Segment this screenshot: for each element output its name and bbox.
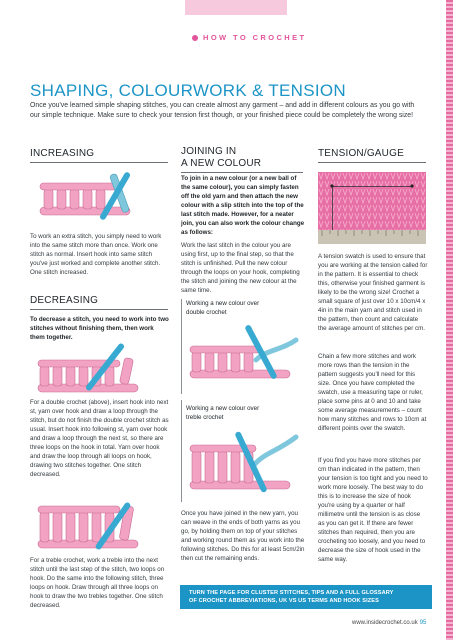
decreasing-tr-illustration	[30, 498, 170, 556]
dc-box-caption: Working a new colour over double crochet	[186, 300, 260, 316]
joining-end: Once you have joined in the new yarn, you can weave in the ends of both yarns as you go, by holding them on top of your stitches and working round them as you work into the following stitches. Do this for at least 5cm/2in then cut the remaining ends.	[181, 510, 305, 562]
tension-p3: If you find you have more stitches per cm than indicated in the pattern, then your tension is too tight and you need to work more loosely. The best way to do this is to increase the size of hook you're using by a quarter or half millimetre until the tension is as close as you can get it. If there are fewer stitches than required, then you are crocheting too loosely, and you need to decrease the size of hook used in the same way.	[318, 457, 428, 563]
increasing-illustration	[30, 167, 170, 227]
colour-dc-illustration	[186, 320, 304, 392]
tension-swatch-illustration	[318, 172, 426, 244]
decreasing-heading: DECREASING	[30, 295, 99, 306]
yarn-ball-icon	[192, 35, 198, 41]
decreasing-lead: To decrease a stitch, you need to work into two stitches without finishing them, then work them together.	[30, 316, 169, 341]
tension-heading: TENSION/GAUGE	[318, 148, 404, 159]
increasing-heading: INCREASING	[30, 148, 95, 159]
page-title: SHAPING, COLOURWORK & TENSION	[30, 81, 347, 100]
decreasing-dc-illustration	[30, 338, 170, 400]
dc-box-line	[181, 299, 182, 394]
site-url: www.insidecrochet.co.uk	[352, 620, 418, 626]
increasing-rule	[30, 162, 168, 163]
tension-p1: A tension swatch is used to ensure that you are working at the tension called for in the pattern. It is essential to check this, otherwise your finished garment is likely to be the wrong size! Crochet a small square of just over 10 x 10cm/4 x 4in in the main yarn and stitch used in the pattern, then count and calculate the average amount of stitches per cm.	[318, 253, 428, 332]
intro-paragraph: Once you've learned simple shaping stitches, you can create almost any garment – and add in different colours as you go with our simple technique. Make sure to check your tension first though, or your finished piece could be completely the wrong size!	[30, 102, 415, 119]
joining-body: Work the last stitch in the colour you are using first, up to the final step, so that the stitch is unfinished. Pull the new colour through the loops on your hook, completing the stitch and joining the new colour at the same time.	[181, 242, 300, 294]
colour-tr-illustration	[186, 425, 304, 503]
increasing-text: To work an extra stitch, you simply need to work into the same stitch more than once. Work one stitch as normal. Insert hook into same stitch you've just worked and complete another stitch. One stitch increased.	[30, 233, 162, 276]
footer-site	[352, 620, 426, 626]
page-edge-stripe	[446, 0, 453, 640]
tension-rule	[318, 162, 426, 163]
decreasing-tr-text: For a treble crochet, work a treble into the next stitch until the last step of the stitch, two loops on hook. Do the same into the following stitch, three loops on hook. Draw through all three loops on hook to draw the two trebles together. One stitch decreased.	[30, 557, 165, 609]
tr-box-caption: Working a new colour over treble crochet	[186, 405, 260, 421]
section-label: HOW TO CROCHET	[203, 33, 307, 42]
section-header	[192, 33, 306, 42]
joining-rule	[181, 172, 303, 173]
tension-p2: Chain a few more stitches and work more rows than the tension in the pattern suggests you'll need for this size. Once you have completed the swatch, use a measuring tape or ruler, place some pins at 0 and 10 and take some average measurements – count how many stitches and rows to 10cm at different points over the swatch.	[318, 353, 427, 432]
footer-banner-text: TURN THE PAGE FOR CLUSTER STITCHES, TIPS AND A FULL GLOSSARY OF CROCHET ABBREVIATIONS, UK VS US TERMS AND HOOK SIZES	[189, 590, 394, 604]
decreasing-rule	[30, 309, 168, 310]
header-tab	[185, 0, 287, 15]
tr-box-line	[181, 400, 182, 502]
joining-lead: To join in a new colour (or a new ball of the same colour), you can simply fasten off the old yarn and then attach the new colour with a slip stitch into the top of the last stitch made. However, for a neater join, you can also work the colour change as follows:	[181, 175, 305, 236]
decreasing-dc-text: For a double crochet (above), insert hook into next st, yarn over hook and draw a loop through the stitch, but do not finish the double crochet stitch as usual. Insert hook into following st, yarn over hook and draw a loop through the next st, so there are three loops on the hook in total. Yarn over hook and draw the loop through all loops on hook, drawing two stitches together. One stitch decreased.	[30, 399, 169, 478]
joining-heading: JOINING IN A NEW COLOUR	[181, 146, 262, 169]
page-number: 95	[419, 620, 427, 626]
